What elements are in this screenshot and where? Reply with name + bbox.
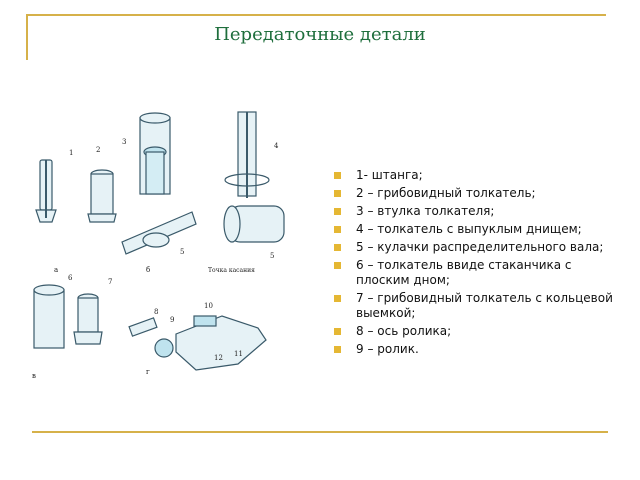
list-item — [334, 258, 624, 288]
callout-8: 8 — [154, 308, 159, 316]
bullet-square-icon — [334, 190, 341, 197]
parts-list — [334, 168, 624, 360]
list-item-text: 8 – ось ролика; — [356, 324, 452, 338]
frame-top-line — [26, 14, 606, 16]
part-grooved-tappet — [74, 294, 102, 344]
list-item — [334, 291, 624, 321]
slide-title: Передаточные детали — [214, 24, 426, 45]
contact-point-caption: Точка касания — [208, 267, 255, 274]
bullet-square-icon — [334, 295, 341, 302]
frame-bottom-line — [32, 431, 608, 433]
callout-5a: 5 — [180, 248, 185, 256]
callout-9: 9 — [170, 316, 175, 324]
part-cup-tappet — [34, 285, 64, 348]
bullet-square-icon — [334, 244, 341, 251]
list-item-text: 5 – кулачки распределительного вала; — [356, 240, 604, 254]
letter-v: в — [32, 372, 36, 380]
list-item — [334, 342, 624, 357]
part-rod — [36, 160, 56, 222]
list-item — [334, 240, 624, 255]
callout-3: 3 — [122, 138, 127, 146]
list-item-text: 6 – толкатель ввиде стаканчика с плоским дном; — [356, 258, 572, 287]
list-item-text: 9 – ролик. — [356, 342, 419, 356]
letter-b: б — [146, 266, 151, 274]
list-item — [334, 204, 624, 219]
callout-6: 6 — [68, 274, 73, 282]
list-item — [334, 186, 624, 201]
part-roller-tappet — [129, 316, 266, 370]
list-item — [334, 222, 624, 237]
bullet-square-icon — [334, 328, 341, 335]
part-convex-tappet — [224, 112, 284, 242]
callout-7: 7 — [108, 278, 113, 286]
list-item — [334, 168, 624, 183]
bullet-square-icon — [334, 172, 341, 179]
callout-10: 10 — [204, 302, 213, 310]
list-item-text: 2 – грибовидный толкатель; — [356, 186, 536, 200]
callout-5b: 5 — [270, 252, 275, 260]
list-item-text: 1- штанга; — [356, 168, 423, 182]
transfer-parts-illustration — [26, 108, 298, 390]
bullet-square-icon — [334, 346, 341, 353]
part-tappet-bushing — [122, 113, 196, 254]
bullet-square-icon — [334, 262, 341, 269]
list-item-text: 7 – грибовидный толкатель с кольцевой выемкой; — [356, 291, 613, 320]
callout-1: 1 — [69, 149, 74, 157]
bullet-square-icon — [334, 226, 341, 233]
letter-a: а — [54, 266, 59, 274]
list-item-text: 4 – толкатель с выпуклым днищем; — [356, 222, 582, 236]
bullet-square-icon — [334, 208, 341, 215]
list-item — [334, 324, 624, 339]
callout-2: 2 — [96, 146, 101, 154]
part-mushroom-tappet — [88, 170, 116, 222]
callout-12: 12 — [214, 354, 223, 362]
list-item-text: 3 – втулка толкателя; — [356, 204, 495, 218]
letter-g: г — [146, 368, 150, 376]
callout-4: 4 — [274, 142, 279, 150]
callout-11: 11 — [234, 350, 243, 358]
